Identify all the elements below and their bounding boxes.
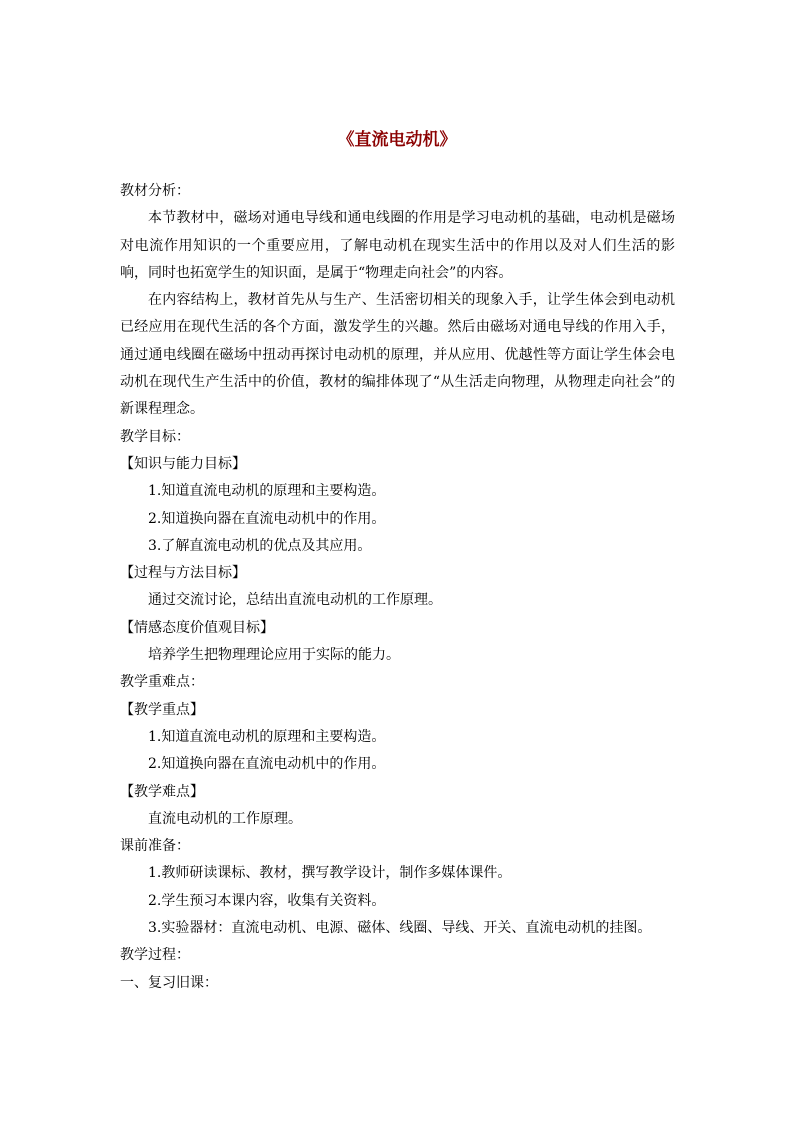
- key-point-item: 2.知道换向器在直流电动机中的作用。: [148, 756, 386, 773]
- document-body: [120, 178, 675, 997]
- knowledge-goal-item: 1.知道直流电动机的原理和主要构造。: [148, 483, 386, 500]
- emotion-goals-heading: 【情感态度价值观目标】: [120, 619, 274, 636]
- analysis-paragraph-1: 本节教材中，磁场对通电导线和通电线圈的作用是学习电动机的基础，电动机是磁场对电流作用知识的一个重要应用，了解电动机在现实生活中的作用以及对人们生活的影响，同时也拓宽学生的知识面，是属于“物理走向社会”的内容。: [120, 210, 675, 281]
- process-heading: 教学过程：: [120, 947, 190, 964]
- prep-item: 3.实验器材：直流电动机、电源、磁体、线圈、导线、开关、直流电动机的挂图。: [148, 920, 652, 937]
- process-section-1: 一、复习旧课：: [120, 974, 218, 991]
- goals-heading: 教学目标：: [120, 428, 190, 445]
- prep-heading: 课前准备：: [120, 838, 190, 855]
- difficult-points-heading: 【教学难点】: [120, 783, 204, 800]
- document-title: 《直流电动机》: [337, 130, 457, 150]
- analysis-heading: 教材分析：: [120, 183, 190, 199]
- emotion-goal-text: 培养学生把物理理论应用于实际的能力。: [148, 647, 400, 664]
- prep-item: 1.教师研读课标、教材，撰写教学设计，制作多媒体课件。: [148, 865, 512, 882]
- difficult-point-text: 直流电动机的工作原理。: [148, 810, 302, 827]
- focus-heading: 教学重难点：: [120, 674, 204, 691]
- knowledge-goal-item: 3.了解直流电动机的优点及其应用。: [148, 537, 372, 554]
- process-goal-text: 通过交流讨论，总结出直流电动机的工作原理。: [148, 592, 442, 609]
- knowledge-goals-heading: 【知识与能力目标】: [120, 455, 246, 472]
- key-points-heading: 【教学重点】: [120, 701, 204, 718]
- key-point-item: 1.知道直流电动机的原理和主要构造。: [148, 728, 386, 745]
- analysis-paragraph-2: 在内容结构上，教材首先从与生产、生活密切相关的现象入手，让学生体会到电动机已经应用在现代生活的各个方面，激发学生的兴趣。然后由磁场对通电导线的作用入手，通过通电线圈在磁场中扭动再探讨电动机的原理，并从应用、优越性等方面让学生体会电动机在现代生产生活中的价值，教材的编排体现了“从生活走向物理，从物理走向社会”的新课程理念。: [120, 292, 675, 418]
- process-goals-heading: 【过程与方法目标】: [120, 565, 246, 582]
- prep-item: 2.学生预习本课内容，收集有关资料。: [148, 892, 386, 909]
- knowledge-goal-item: 2.知道换向器在直流电动机中的作用。: [148, 510, 386, 527]
